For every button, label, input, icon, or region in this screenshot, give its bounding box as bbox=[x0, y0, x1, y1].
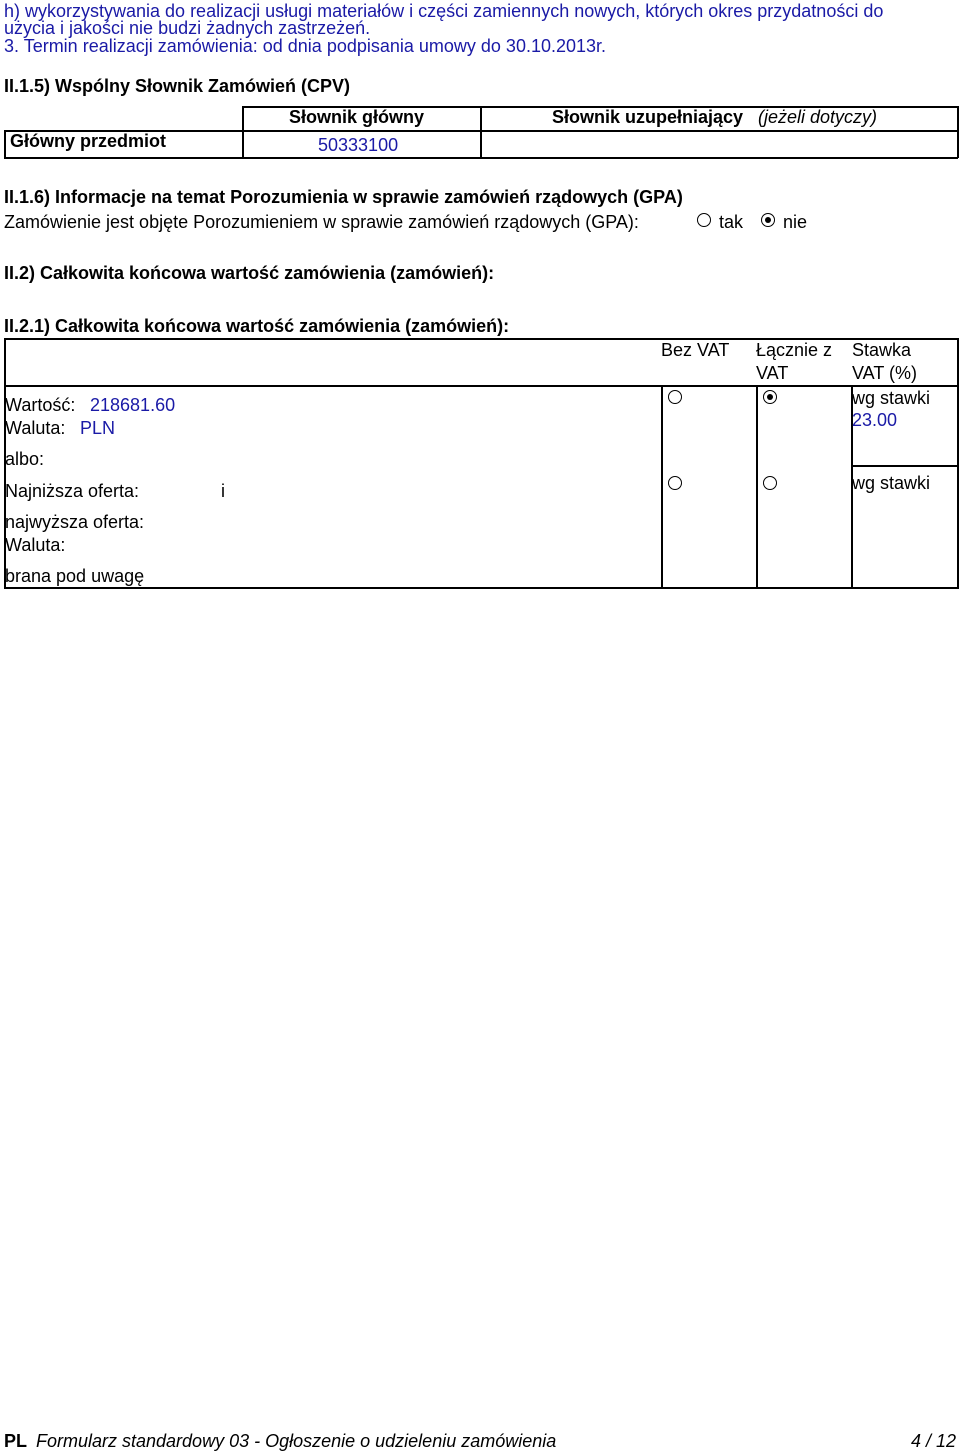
cpv-row-label: Główny przedmiot bbox=[10, 131, 167, 151]
gross-radio-2[interactable] bbox=[763, 476, 777, 490]
rate-label-2: wg stawki bbox=[852, 473, 931, 493]
col-gross-header-l1: Łącznie z bbox=[756, 340, 833, 360]
text-line-3: 3. Termin realizacji zamówienia: od dnia podpisania umowy do 30.10.2013r. bbox=[4, 36, 607, 56]
footer-lang: PL bbox=[4, 1431, 28, 1451]
cpv-col-supp-note: (jeżeli dotyczy) bbox=[758, 107, 878, 127]
currency-label-2: Waluta: bbox=[5, 535, 66, 555]
gpa-yes-label: tak bbox=[719, 212, 744, 232]
total-heading: II.2) Całkowita końcowa wartość zamówienia (zamówień): bbox=[4, 263, 495, 283]
gpa-heading: II.1.6) Informacje na temat Porozumienia w sprawie zamówień rządowych (GPA) bbox=[4, 187, 683, 207]
gpa-question: Zamówienie jest objęte Porozumieniem w sprawie zamówień rządowych (GPA): bbox=[4, 212, 639, 232]
net-radio-2[interactable] bbox=[668, 476, 682, 490]
cpv-col-supp: Słownik uzupełniający bbox=[552, 107, 744, 127]
value-amount: 218681.60 bbox=[90, 395, 176, 415]
currency-value: PLN bbox=[80, 418, 116, 438]
net-radio-1[interactable] bbox=[668, 390, 682, 404]
footer-page: 4 / 12 bbox=[910, 1431, 956, 1451]
total-subheading: II.2.1) Całkowita końcowa wartość zamówienia (zamówień): bbox=[4, 316, 510, 336]
cpv-heading: II.1.5) Wspólny Słownik Zamówień (CPV) bbox=[4, 76, 351, 96]
cpv-main-code: 50333100 bbox=[318, 135, 399, 155]
rate-label-1: wg stawki bbox=[852, 388, 931, 408]
or-label: albo: bbox=[5, 449, 45, 469]
highest-offer-label: najwyższa oferta: bbox=[5, 512, 145, 532]
gpa-yes-radio[interactable] bbox=[697, 213, 711, 227]
cpv-col-main: Słownik główny bbox=[289, 107, 425, 127]
col-gross-header-l2: VAT bbox=[756, 363, 789, 383]
currency-label: Waluta: bbox=[5, 418, 66, 438]
col-net-header: Bez VAT bbox=[661, 340, 730, 360]
col-rate-header-l1: Stawka bbox=[852, 340, 912, 360]
footer-form-title: Formularz standardowy 03 - Ogłoszenie o udzieleniu zamówienia bbox=[36, 1431, 557, 1451]
rate-value-1: 23.00 bbox=[852, 410, 898, 430]
text-line-1: h) wykorzystywania do realizacji usługi materiałów i części zamiennych nowych, których okres przydatności do bbox=[4, 1, 884, 21]
text-line-2: użycia i jakości nie budzi żadnych zastrzeżeń. bbox=[4, 18, 371, 38]
gross-radio-1[interactable] bbox=[763, 390, 777, 404]
col-rate-header-l2: VAT (%) bbox=[852, 363, 918, 383]
lowest-offer-label: Najniższa oferta: bbox=[5, 481, 140, 501]
value-label: Wartość: bbox=[5, 395, 76, 415]
gpa-no-label: nie bbox=[783, 212, 808, 232]
and-label: i bbox=[221, 481, 225, 501]
gpa-no-radio[interactable] bbox=[761, 213, 775, 227]
considered-label: brana pod uwagę bbox=[5, 566, 145, 586]
